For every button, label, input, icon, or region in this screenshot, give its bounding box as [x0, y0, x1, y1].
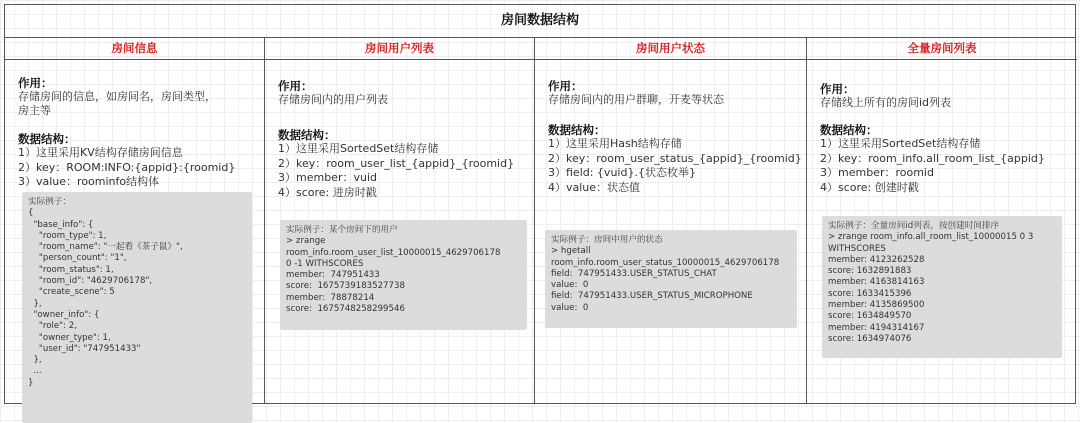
example-box [22, 192, 252, 423]
data-structure-item: 2）key：room_info.all_room_list_{appid} [820, 151, 1045, 165]
column-header: 全量房间列表 [807, 38, 1077, 60]
data-structure-item: 1）这里采用SortedSet结构存储 [278, 142, 439, 155]
example-line: member: 78878214 [286, 292, 375, 303]
example-line: } [28, 377, 34, 388]
example-line: "person_count": "1", [28, 253, 127, 264]
example-line: "create_scene": 5 [28, 287, 115, 298]
data-structure-list [18, 146, 254, 190]
usage-text: 存储房间内的用户群聊，开麦等状态 [548, 93, 724, 106]
data-structure-label: 数据结构： [548, 123, 606, 137]
data-structure-item: 2）key：ROOM:INFO:{appid}:{roomid} [18, 160, 236, 174]
example-line: room_info.room_user_list_10000015_4629706178 [286, 247, 501, 258]
data-structure-item: 3）member：vuid [278, 171, 377, 184]
example-line: > hgetall [551, 246, 591, 257]
data-structure-list [278, 142, 524, 200]
data-structure-list [548, 137, 802, 195]
example-line: "room_type": 1, [28, 230, 107, 241]
example-line: 0 -1 WITHSCORES [286, 258, 364, 269]
example-box [822, 216, 1062, 358]
data-structure-item: 3）member：roomid [820, 166, 934, 179]
example-line: > zrange [286, 236, 326, 247]
example-line: field: 747951433.USER_STATUS_MICROPHONE [551, 291, 753, 302]
example-line: "room_status": 1, [28, 264, 114, 275]
example-line: value: 0 [551, 280, 589, 291]
example-line: }, [28, 298, 42, 309]
example-line: member: 4135869500 [828, 300, 925, 311]
example-line: "owner_info": { [28, 309, 100, 320]
example-title: 实际例子：房间中用户的状态 [551, 235, 663, 245]
example-line: member: 4194314167 [828, 322, 925, 333]
column-header: 房间用户列表 [265, 38, 534, 60]
example-title: 实际例子：全量房间id列表，按创建时间排序 [828, 221, 1000, 231]
usage-label: 作用： [278, 79, 313, 93]
data-structure-list [820, 137, 1067, 195]
example-line: { [28, 208, 34, 219]
data-structure-item: 1）这里采用SortedSet结构存储 [820, 137, 981, 150]
example-line: "base_info": { [28, 219, 94, 230]
example-title: 实际例子：某个房间下的用户 [286, 225, 398, 235]
example-line: "role": 2, [28, 321, 77, 332]
usage-text: 存储房间的信息，如房间名，房间类型，房主等 [18, 90, 216, 117]
usage-text: 存储房间内的用户列表 [278, 93, 388, 106]
example-line: member: 4163814163 [828, 277, 925, 288]
example-line: member: 4123262528 [828, 254, 925, 265]
example-line: field: 747951433.USER_STATUS_CHAT [551, 268, 717, 279]
data-structure-label: 数据结构： [820, 123, 878, 137]
example-box [545, 230, 797, 328]
example-title: 实际例子： [28, 197, 71, 207]
data-structure-label: 数据结构： [18, 132, 76, 146]
diagram-title: 房间数据结构 [5, 5, 1075, 38]
example-line: "user_id": "747951433" [28, 343, 141, 354]
column-header: 房间用户状态 [535, 38, 806, 60]
data-structure-label: 数据结构： [278, 128, 336, 142]
usage-label: 作用： [820, 82, 855, 96]
usage-label: 作用： [18, 76, 53, 90]
data-structure-item: 1）这里采用KV结构存储房间信息 [18, 146, 183, 159]
example-line: "room_id": "4629706178", [28, 276, 153, 287]
example-line: score: 1633415396 [828, 288, 912, 299]
example-line: score: 1675739183527738 [286, 281, 405, 292]
example-line: room_info.room_user_status_10000015_4629706178 [551, 257, 780, 268]
example-line: score: 1675748258299546 [286, 304, 405, 315]
column-room-info [5, 38, 265, 403]
column-room-user-list [265, 38, 535, 403]
data-structure-item: 4）value：状态值 [548, 180, 641, 194]
data-structure-item: 2）key：room_user_status_{appid}_{roomid} [548, 151, 802, 165]
data-structure-item: 2）key：room_user_list_{appid}_{roomid} [278, 156, 515, 170]
usage-label: 作用： [548, 79, 583, 93]
data-structure-item: 3）field: {vuid}.{状态枚举} [548, 166, 696, 179]
example-line: value: 0 [551, 302, 589, 313]
example-line: "owner_type": 1, [28, 332, 111, 343]
data-structure-item: 4）score: 进房时戳 [278, 185, 377, 199]
example-line: }, [28, 355, 42, 366]
example-line: member: 747951433 [286, 270, 380, 281]
example-line: WITHSCORES [828, 243, 886, 254]
example-line: score: 1634974076 [828, 333, 912, 344]
column-all-room-list [807, 38, 1077, 403]
data-structure-item: 1）这里采用Hash结构存储 [548, 137, 682, 150]
example-line: score: 1632891883 [828, 266, 912, 277]
data-structure-item: 4）score: 创建时戳 [820, 180, 919, 194]
example-box [280, 220, 527, 330]
column-room-user-status [535, 38, 807, 403]
example-line: > zrange room_info.all_room_list_10000015 0 3 [828, 232, 1034, 243]
example-line: score: 1634849570 [828, 311, 912, 322]
data-structure-item: 3）value：roominfo结构体 [18, 175, 160, 188]
column-header: 房间信息 [5, 38, 264, 60]
diagram-frame [4, 4, 1076, 404]
example-line: "room_name": "一起看《茶子鼠》", [28, 242, 183, 253]
usage-text: 存储线上所有的房间id列表 [820, 96, 952, 109]
example-line: ... [28, 366, 42, 377]
